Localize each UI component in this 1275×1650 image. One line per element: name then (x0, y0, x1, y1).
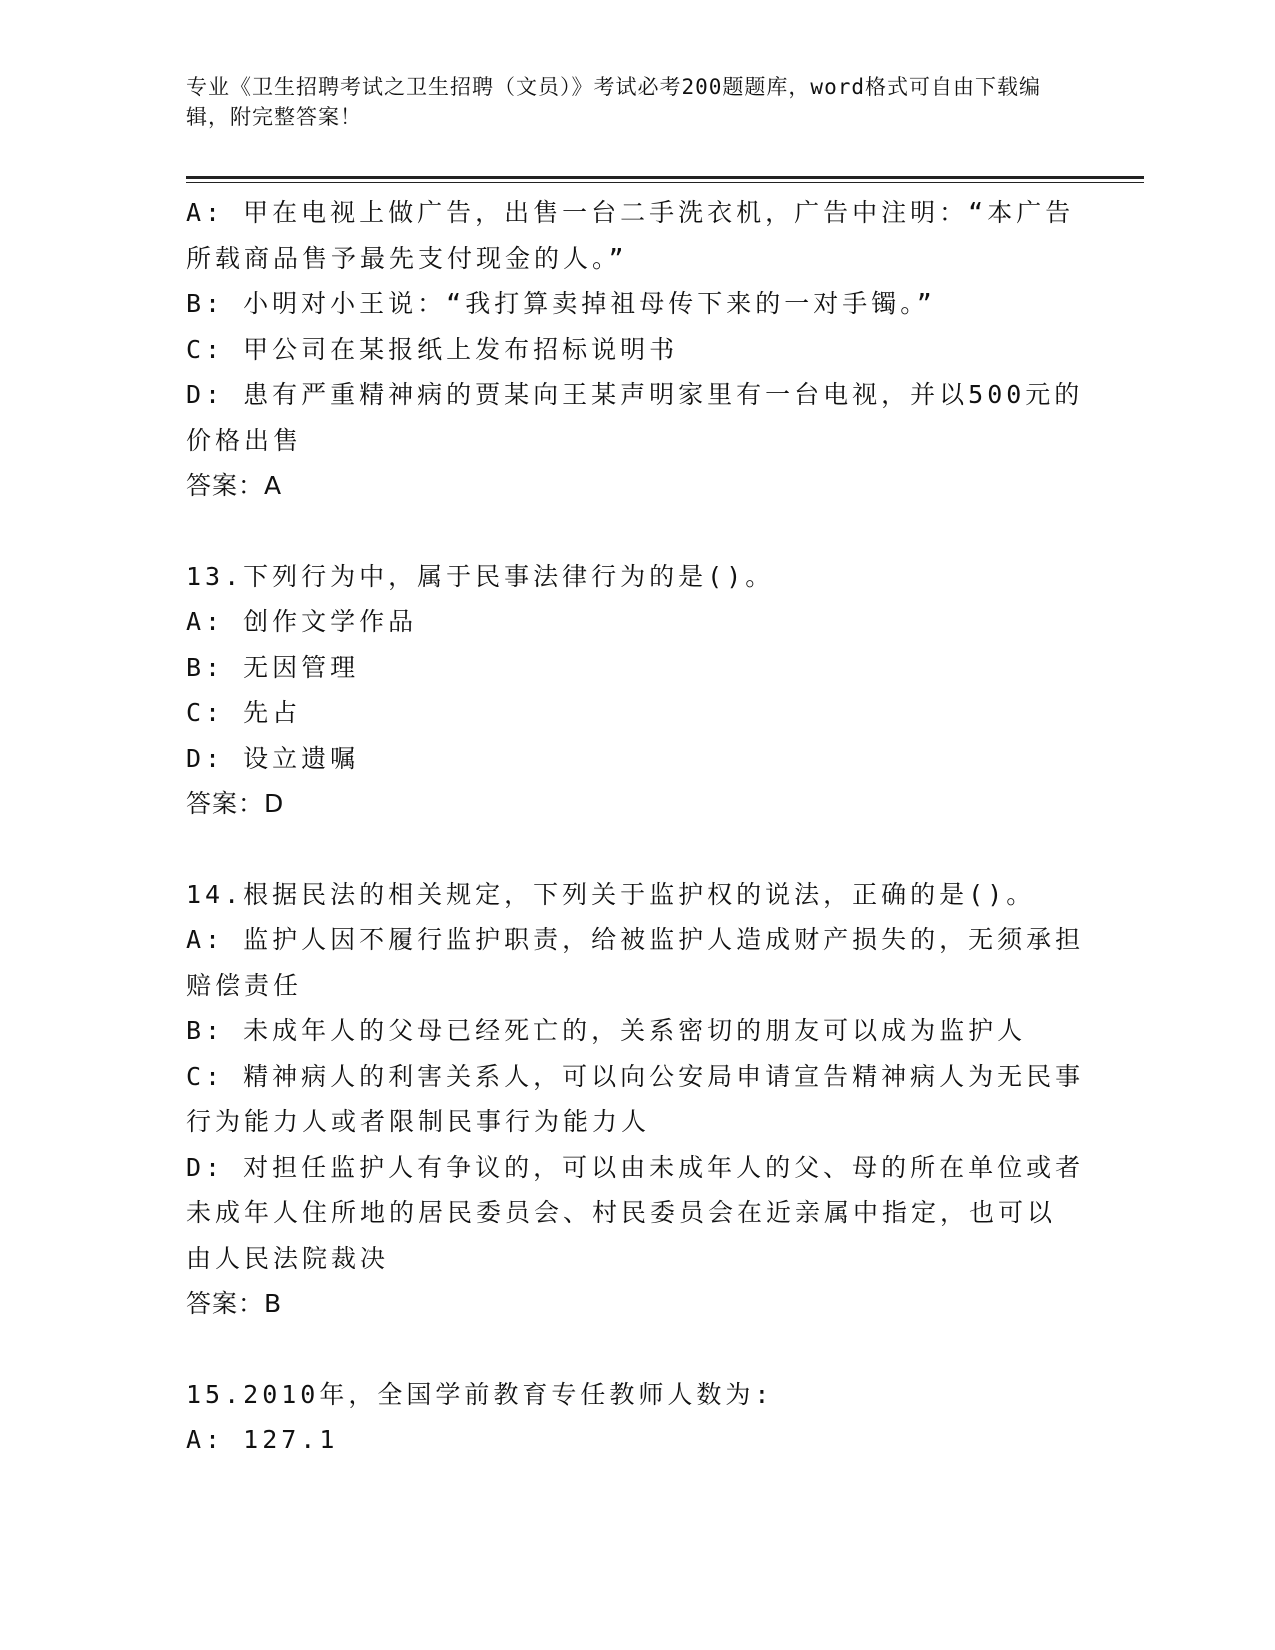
q14-answer: 答案：B (186, 1289, 283, 1318)
header-divider-thin (186, 182, 1144, 183)
q14-option-d-line-1: D: 对担任监护人有争议的，可以由未成年人的父、母的所在单位或者 (186, 1152, 1085, 1182)
q13-answer: 答案：D (186, 789, 285, 818)
question-content (186, 190, 1086, 1463)
question-block-13 (186, 554, 1086, 827)
q13-option-b: B: 无因管理 (186, 652, 360, 682)
q13-question: 13.下列行为中，属于民事法律行为的是()。 (186, 561, 775, 591)
q14-option-a-line-2: 赔偿责任 (186, 970, 303, 1000)
q13-option-a: A: 创作文学作品 (186, 607, 418, 636)
q12-option-c: C: 甲公司在某报纸上发布招标说明书 (186, 334, 679, 364)
q13-option-c: C: 先占 (186, 698, 302, 727)
question-block-12 (186, 190, 1086, 509)
question-block-14 (186, 872, 1086, 1327)
question-block-15 (186, 1372, 1086, 1463)
q15-question: 15.2010年，全国学前教育专任教师人数为: (186, 1379, 774, 1409)
q12-option-a-line-1: A: 甲在电视上做广告，出售一台二手洗衣机，广告中注明：“本广告 (186, 198, 1075, 227)
q14-option-a-line-1: A: 监护人因不履行监护职责，给被监护人造成财产损失的，无须承担 (186, 925, 1085, 954)
spacer (186, 1327, 1086, 1372)
q12-option-d-line-1: D: 患有严重精神病的贾某向王某声明家里有一台电视，并以500元的 (186, 380, 1084, 409)
q12-option-b: B: 小明对小王说：“我打算卖掉祖母传下来的一对手镯。” (186, 289, 936, 318)
q14-question: 14.根据民法的相关规定，下列关于监护权的说法，正确的是()。 (186, 879, 1036, 909)
q14-option-b: B: 未成年人的父母已经死亡的，关系密切的朋友可以成为监护人 (186, 1016, 1027, 1045)
spacer (186, 827, 1086, 872)
header-divider-thick (186, 176, 1144, 179)
q15-option-a: A: 127.1 (186, 1425, 339, 1454)
q14-option-d-line-2: 未成年人住所地的居民委员会、村民委员会在近亲属中指定，也可以 (186, 1198, 1057, 1227)
q12-option-d-line-2: 价格出售 (186, 425, 303, 455)
q12-answer: 答案：A (186, 471, 283, 500)
q14-option-d-line-3: 由人民法院裁决 (186, 1243, 390, 1273)
q14-option-c-line-2: 行为能力人或者限制民事行为能力人 (186, 1107, 651, 1136)
q12-option-a-line-2: 所载商品售予最先支付现金的人。” (186, 243, 628, 273)
q14-option-c-line-1: C: 精神病人的利害关系人，可以向公安局申请宣告精神病人为无民事 (186, 1061, 1085, 1091)
document-header: 专业《卫生招聘考试之卫生招聘（文员）》考试必考200题题库，word格式可自由下载编辑，附完整答案！ (186, 75, 1041, 129)
q13-option-d: D: 设立遗嘱 (186, 743, 360, 773)
spacer (186, 509, 1086, 554)
